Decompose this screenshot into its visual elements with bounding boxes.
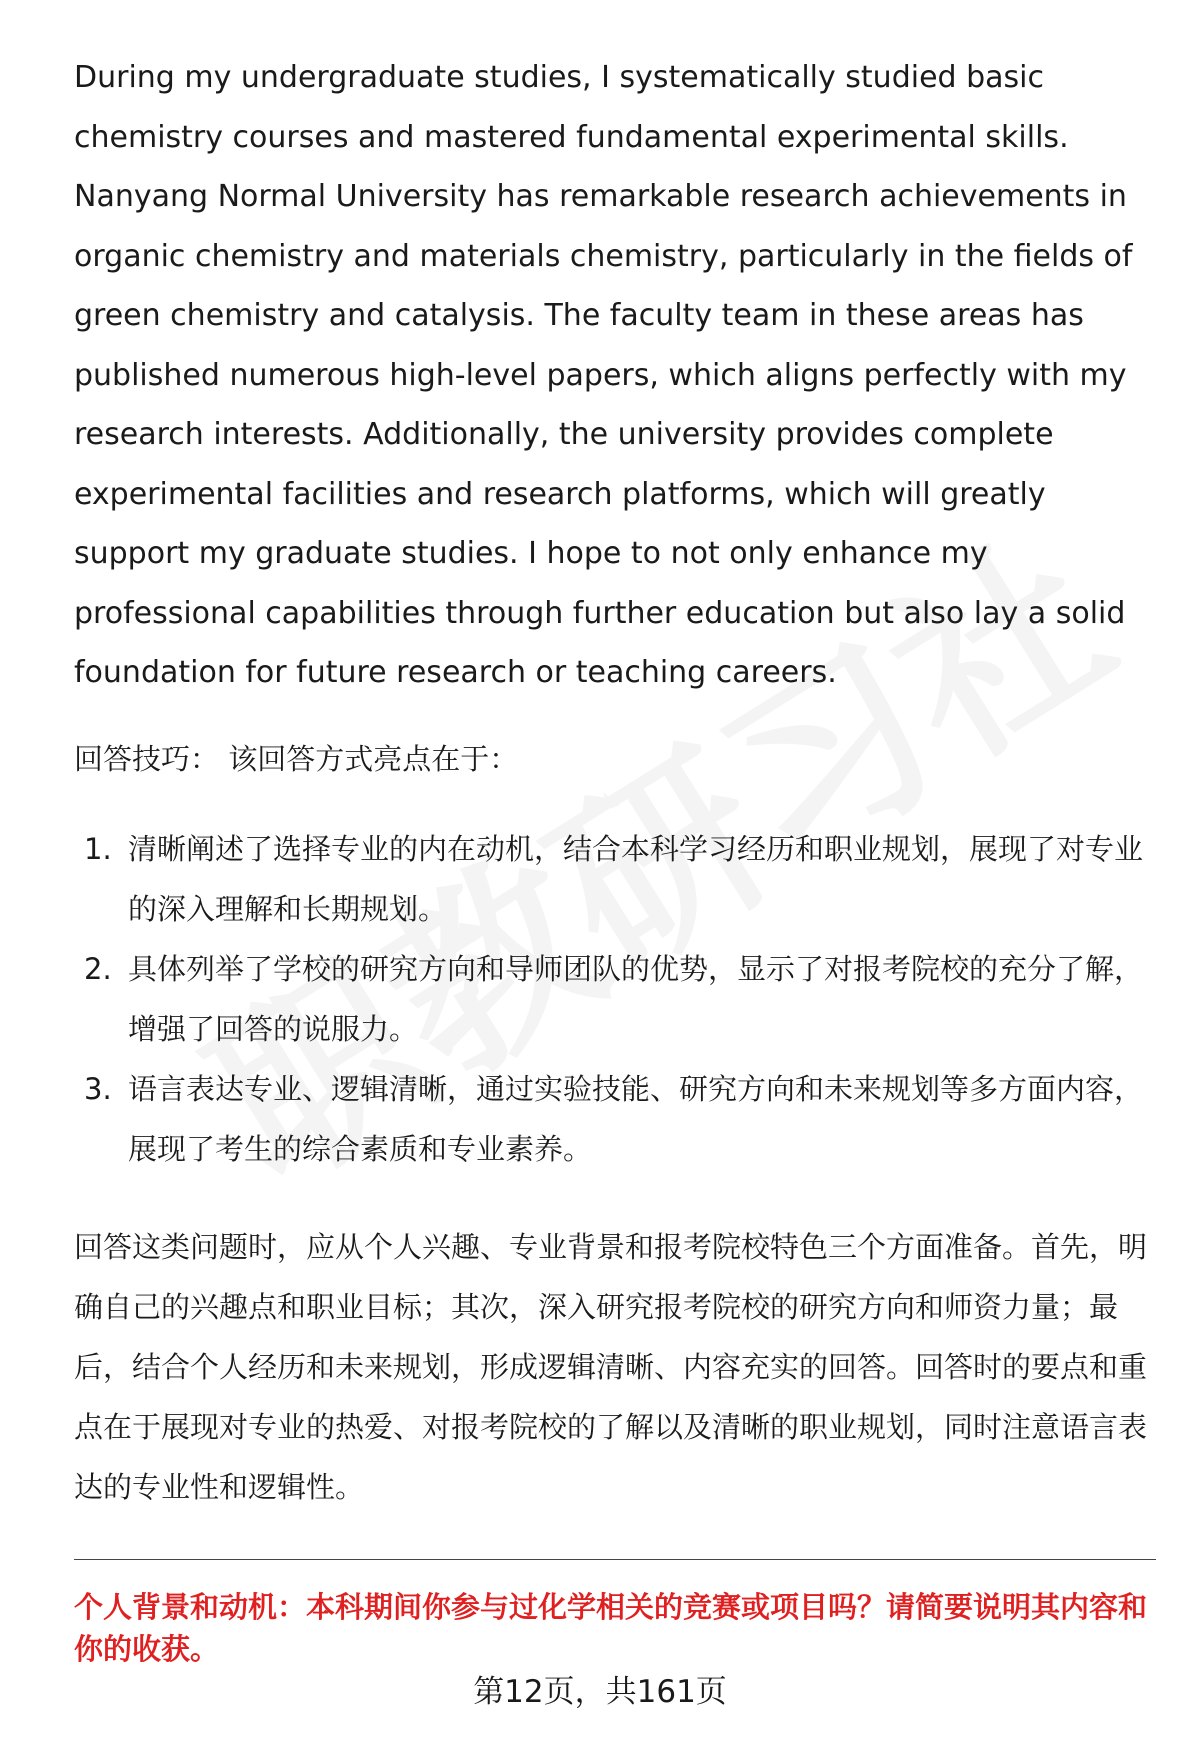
tips-list (74, 819, 1154, 1179)
answer-paragraph-english: During my undergraduate studies, I systematically studied basic chemistry courses and mastered fundamental experimental skills. Nanyang Normal University has remarkable research achievements in organic chemistry and materials chemistry, particularly in the fields of green chemistry and catalysis. The faculty team in these areas has published numerous high-level papers, which aligns perfectly with my research interests. Additionally, the university provides complete experimental facilities and research platforms, which will greatly support my graduate studies. I hope to not only enhance my professional capabilities through further education but also lay a solid foundation for future research or teaching careers. (74, 60, 1133, 690)
list-item (74, 1059, 1154, 1179)
next-question-heading: 个人背景和动机：本科期间你参与过化学相关的竞赛或项目吗？请简要说明其内容和你的收获。 (74, 1589, 1148, 1666)
advice-paragraph: 回答这类问题时，应从个人兴趣、专业背景和报考院校特色三个方面准备。首先，明确自己的兴趣点和职业目标；其次，深入研究报考院校的研究方向和师资力量；最后，结合个人经历和未来规划，形成逻辑清晰、内容充实的回答。回答时的要点和重点在于展现对专业的热爱、对报考院校的了解以及清晰的职业规划，同时注意语言表达的专业性和逻辑性。 (74, 1229, 1148, 1504)
tips-heading: 回答技巧： 该回答方式亮点在于： (74, 741, 519, 776)
list-number: 2. (84, 951, 112, 986)
page-number: 第12页，共161页 (473, 1674, 727, 1710)
document-page (74, 48, 1154, 1670)
list-number: 3. (84, 1071, 112, 1106)
list-item-text: 具体列举了学校的研究方向和导师团队的优势，显示了对报考院校的充分了解，增强了回答的说服力。 (128, 951, 1144, 1046)
section-divider (74, 1559, 1156, 1560)
list-number: 1. (84, 831, 112, 866)
list-item (74, 939, 1154, 1059)
list-item-text: 清晰阐述了选择专业的内在动机，结合本科学习经历和职业规划，展现了对专业的深入理解和长期规划。 (128, 831, 1144, 926)
list-item-text: 语言表达专业、逻辑清晰，通过实验技能、研究方向和未来规划等多方面内容，展现了考生的综合素质和专业素养。 (128, 1071, 1144, 1166)
list-item (74, 819, 1154, 939)
